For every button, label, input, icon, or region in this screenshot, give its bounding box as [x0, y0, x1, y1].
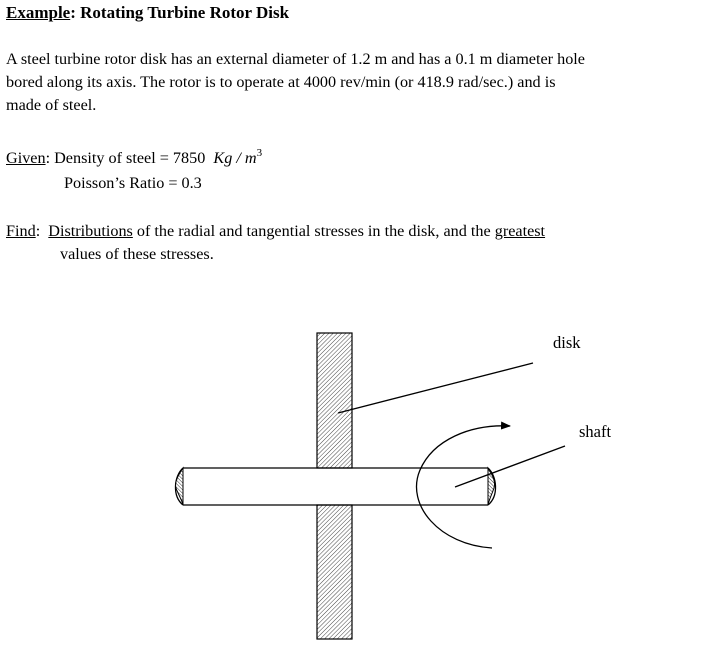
disk-shape: [317, 333, 352, 639]
shaft-leader-line: [455, 446, 565, 487]
title-prefix: Example: [6, 3, 71, 22]
density-exponent: 3: [256, 147, 263, 159]
poisson-ratio: Poisson’s Ratio = 0.3: [64, 174, 202, 192]
shaft-shape: [175, 468, 495, 505]
find-colon: :: [35, 222, 41, 240]
density-text: : Density of steel = 7850: [45, 149, 206, 167]
problem-line-3: made of steel.: [6, 96, 97, 114]
title-rest: : Rotating Turbine Rotor Disk: [70, 3, 290, 22]
find-distributions: Distributions: [48, 222, 133, 240]
find-greatest: greatest: [494, 222, 546, 240]
disk-leader-line: [338, 363, 533, 413]
find-mid: of the radial and tangential stresses in the disk, and the: [132, 222, 495, 240]
density-unit: Kg / m: [213, 149, 257, 167]
problem-line-1: A steel turbine rotor disk has an external diameter of 1.2 m and has a 0.1 m diameter hole: [6, 50, 585, 68]
find-label: Find: [6, 222, 36, 240]
find-line-2: values of these stresses.: [60, 245, 214, 263]
problem-line-2: bored along its axis. The rotor is to operate at 4000 rev/min (or 418.9 rad/sec.) and is: [6, 73, 556, 91]
given-label: Given: [6, 149, 46, 167]
disk-label: disk: [553, 333, 581, 352]
shaft-label: shaft: [579, 422, 612, 441]
